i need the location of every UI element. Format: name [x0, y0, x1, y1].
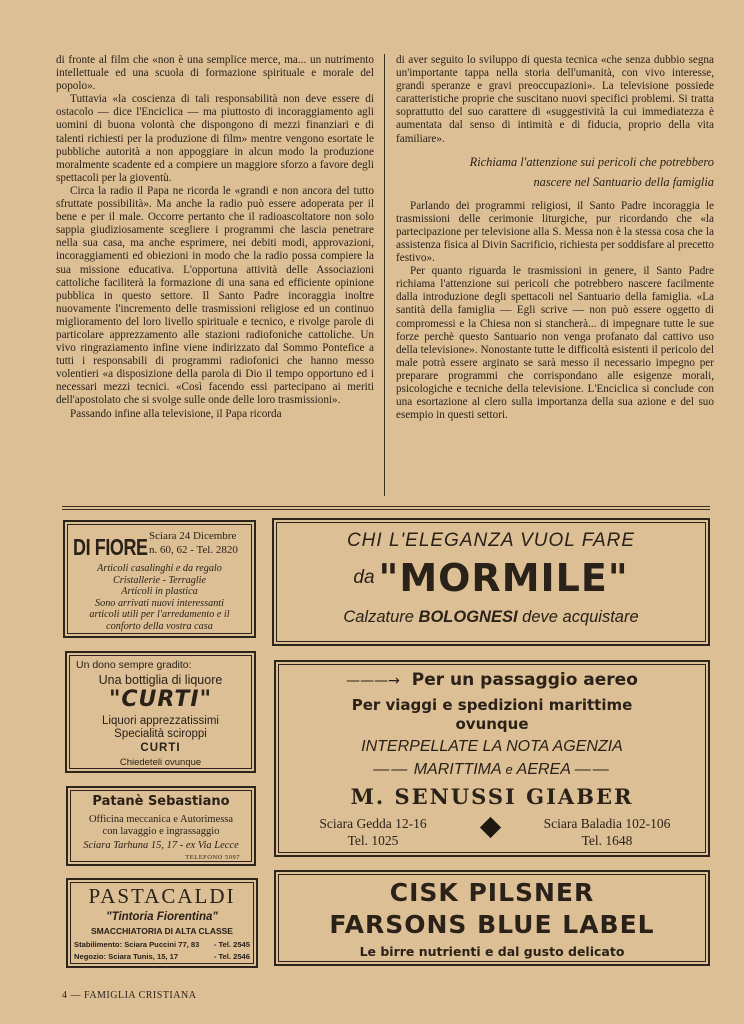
ad-cisk-line2: FARSONS BLUE LABEL	[329, 910, 655, 939]
ad-line: con lavaggio e ingrassaggio	[102, 826, 220, 837]
ad-line: Chiedeteli ovunque	[119, 757, 202, 768]
ad-di-fiore-address: Sciara 24 Dicembre	[149, 530, 237, 542]
ad-mormile	[272, 518, 710, 646]
ad-curti	[65, 651, 256, 773]
ad-line: Specialità sciroppi	[114, 728, 207, 740]
ad-mormile-headline: CHI L'ELEGANZA VUOL FARE	[346, 530, 636, 551]
ad-senussi-line1: ———→ Per un passaggio aereo	[346, 670, 638, 690]
ad-line: Una bottiglia di liquore	[98, 673, 223, 687]
ad-line: "Tintoria Fiorentina"	[106, 911, 218, 923]
ad-mormile-brand: da "MORMILE"	[353, 556, 629, 600]
ad-di-fiore-description	[69, 563, 250, 633]
ad-pastacaldi-brand: PASTACALDI	[88, 884, 236, 908]
ad-line: TELEFONO 5097	[185, 854, 240, 861]
ad-line: INTERPELLATE LA NOTA AGENZIA	[361, 738, 623, 755]
ad-line: Articoli in plastica	[121, 586, 198, 598]
ad-line: Officina meccanica e Autorimessa	[88, 814, 234, 825]
column-divider	[384, 54, 385, 496]
ad-di-fiore-logo: DI FIORE	[73, 534, 148, 560]
ad-line: conforto della vostra casa	[106, 620, 213, 632]
ad-senussi-line5: —— MARITTIMA e AEREA ——	[373, 761, 611, 778]
ad-di-fiore	[63, 520, 256, 638]
article-paragraph: Tuttavia «la coscienza di tali responsabilità non deve essere di ostacolo — dice l'Enciclica — ma piuttosto di incoraggiamento agli uomini di buona volontà che dispongono di mezzi finanziari e di talenti richiesti per la produzione di film» mentre vengono esortate le pubbliche autorità a non appoggiare in alcun modo la produzione moralmente scadente ed a compiere un maggiore sforzo a favore degli spettacoli per la gioventù.	[56, 93, 374, 184]
ad-di-fiore-address: n. 60, 62 - Tel. 2820	[149, 544, 238, 556]
ad-senussi-address-2: Sciara Baladia 102-106 Tel. 1648	[543, 816, 671, 848]
article-paragraph: Per quanto riguarda le trasmissioni in genere, il Santo Padre richiama l'attenzione sui pericoli che potrebbero nascere facilmente dalla introduzione degli spettacoli nel Santuario della famiglia. «La santità della famiglia — Egli scrive — non può essere oggetto di compromessi e la Chiesa non si stancherà... di impegnare tutte le sue forze perchè questo Santuario non venga profanato dal cattivo uso della televisione». Nonostante tutte le difficoltà esistenti il pericolo del male potrà essere arginato se sarà messo il necessario impegno per preparare programmi che corrispondano alle esigenze morali, psicologiche e tecniche della televisione. L'Enciclica si conclude con una esortazione al clero sulla importanza della sua azione e del suo esempio in questi settori.	[396, 265, 714, 422]
ad-cisk-tagline: Le birre nutrienti e dal gusto delicato	[359, 944, 625, 959]
ad-line: Per viaggi e spedizioni marittime	[351, 696, 633, 714]
article-paragraph: Passando infine alla televisione, il Papa ricorda	[70, 407, 282, 420]
ad-cisk	[274, 870, 710, 966]
ad-line: Sciara Tarhuna 15, 17 - ex Via Lecce	[83, 840, 239, 851]
page-footer: 4 — FAMIGLIA CRISTIANA	[62, 990, 197, 1001]
ad-line: Un dono sempre gradito:	[76, 659, 192, 671]
ad-line: Liquori apprezzatissimi	[102, 715, 219, 727]
article-subheading	[396, 152, 714, 192]
ad-line: ovunque	[455, 715, 529, 733]
arrow-icon: ———→	[346, 673, 400, 689]
subheading-line: nascere nel Santuario della famiglia	[533, 174, 714, 189]
ad-patane-brand: Patanè Sebastiano	[92, 794, 230, 809]
ad-senussi	[274, 660, 710, 857]
subheading-line: Richiama l'attenzione sui pericoli che potrebbero	[469, 154, 714, 169]
ad-line: Articoli casalinghi e da regalo	[97, 563, 222, 574]
article-paragraph: Circa la radio il Papa ne ricorda le «grandi e non ancora del tutto sfruttate possibilità». Ma anche la radio può essere adoperata per il bene e per il male. Occorre pertanto che il radioascoltatore non solo sappia giudiziosamente scegliere i programmi che lascia penetrare nella sua casa, ma anche esprimere, nei debiti modi, approvazioni, incoraggiamenti ed obiezioni in modo che la radio possa compiere la sua missione educativa. L'opportuna attività delle Associazioni cattoliche faciliterà la formazione di una sana ed efficiente opinione pubblica in questo settore. Il Santo Padre incoraggia inoltre nuovamente l'incremento delle trasmissioni religiose ed un continuo miglioramento del loro livello spirituale e tecnico, e rivolge parole di particolare apprezzamento alle stazioni radiofoniche cattoliche. Un vivo ringraziamento infine viene indirizzato dal Sommo Pontefice a tutti i responsabili di programmi radiofonici che hanno messo volentieri «a disposizione della parola di Dio il tempo opportuno ed i necessari mezzi tecnici. «Così facendo essi partecipano ai meriti dell'apostolato che si svolge sulle onde delle loro trasmissioni».	[56, 184, 374, 407]
ad-senussi-brand: M. SENUSSI GIABER	[350, 784, 634, 809]
ad-line: articoli utili per l'arredamento e il	[89, 609, 230, 621]
article-paragraph: Parlando dei programmi religiosi, il Santo Padre incoraggia le trasmissioni delle cerimonie liturgiche, pur ricordando che «la partecipazione per televisione alla S. Messa non è la stessa cosa che la assistenza fisica al Divin Sacrificio, richiesta per soddisfare al precetto festivo».	[396, 199, 714, 265]
ad-line: CURTI	[140, 742, 181, 754]
ad-line: SMACCHIATORIA DI ALTA CLASSE	[91, 926, 233, 936]
ad-senussi-address-1: Sciara Gedda 12-16 Tel. 1025	[319, 816, 427, 848]
article-paragraph: di fronte al film che «non è una semplice merce, ma... un nutrimento intellettuale ed una scuola di formazione spirituale e morale del popolo».	[56, 54, 374, 93]
ad-line: Sono arrivati nuovi interessanti	[95, 597, 224, 609]
ad-pastacaldi	[66, 878, 258, 968]
ad-cisk-line1: CISK PILSNER	[389, 878, 595, 907]
ad-line: Stabilimento: Sciara Puccini 77, 83 - Tel. 2545	[74, 940, 250, 949]
ad-line: Cristallerie - Terraglie	[112, 574, 206, 586]
ad-curti-brand: "CURTI"	[108, 687, 213, 712]
ad-patane	[66, 786, 256, 866]
article-paragraph: di aver seguito lo sviluppo di questa tecnica «che senza dubbio segna un'importante tappa nella storia dell'umanità, con vivo interesse, grandi speranze e gravi preoccupazioni». La televisione possiede caratteristiche proprie che suscitano nuovi specifici problemi. Si tratta soprattutto del suo carattere di «suggestività la cui immediatezza è aumentata dal senso di intimità e di fiducia, proprio della vita familiare».	[396, 54, 714, 145]
article-left-column	[56, 54, 374, 421]
ad-line: Negozio: Sciara Tunis, 15, 17 - Tel. 2546	[74, 952, 250, 961]
article-right-column	[396, 54, 714, 422]
ad-mormile-tagline: Calzature BOLOGNESI deve acquistare	[343, 608, 639, 626]
section-divider	[62, 506, 710, 510]
